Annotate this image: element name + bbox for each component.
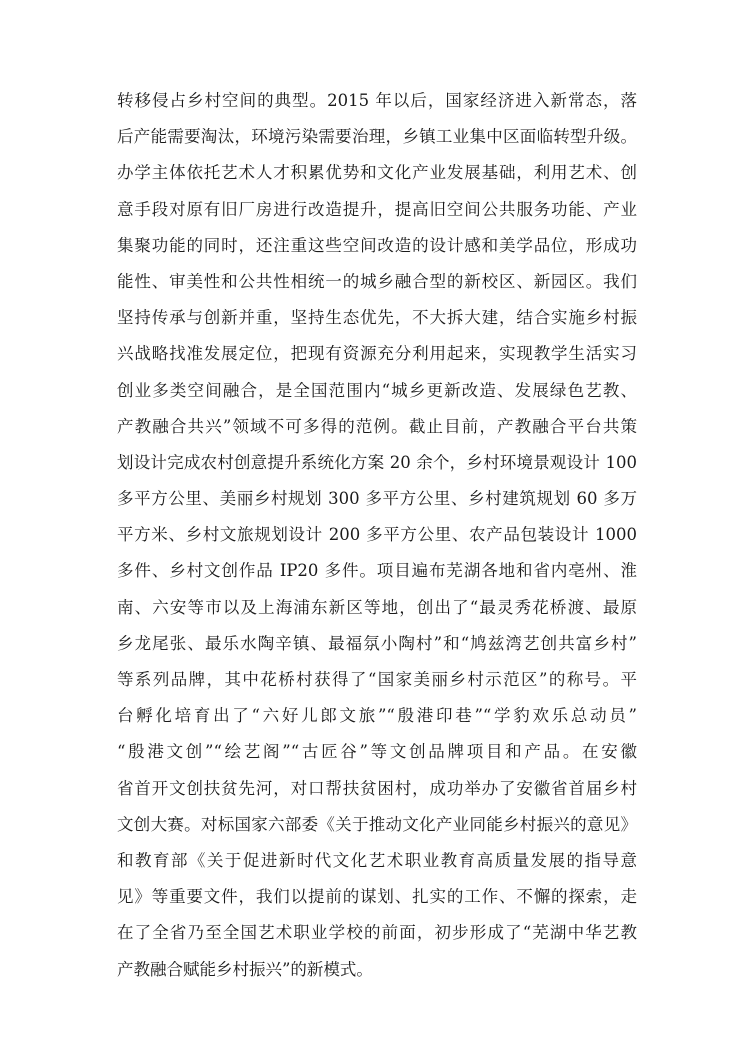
text-line: “殷港文创”“绘艺阁”“古匠谷”等文创品牌项目和产品。在安徽 bbox=[117, 742, 637, 762]
text-line: 转移侵占乡村空间的典型。2015 年以后，国家经济进入新常态，落 bbox=[117, 91, 637, 110]
text-line: 多件、乡村文创作品 IP20 多件。项目遍布芜湖各地和省内亳州、淮 bbox=[117, 561, 637, 581]
text-line: 等系列品牌，其中花桥村获得了“国家美丽乡村示范区”的称号。平 bbox=[117, 670, 637, 689]
text-line: 和教育部《关于促进新时代文化艺术职业教育高质量发展的指导意 bbox=[117, 850, 637, 870]
text-line: 南、六安等市以及上海浦东新区等地，创出了“最灵秀花桥渡、最原 bbox=[117, 597, 637, 617]
text-line: 省首开文创扶贫先河，对口帮扶贫困村，成功举办了安徽省首届乡村 bbox=[117, 778, 637, 798]
text-line: 后产能需要淘汰，环境污染需要治理，乡镇工业集中区面临转型升级。 bbox=[117, 127, 637, 147]
text-line: 产教融合赋能乡村振兴”的新模式。 bbox=[117, 959, 373, 979]
text-line: 文创大赛。对标国家六部委《关于推动文化产业同能乡村振兴的意见》 bbox=[117, 814, 637, 834]
text-line: 办学主体依托艺术人才积累优势和文化产业发展基础，利用艺术、创 bbox=[117, 163, 637, 183]
text-line: 见》等重要文件，我们以提前的谋划、扎实的工作、不懈的探索，走 bbox=[117, 887, 637, 907]
text-line: 划设计完成农村创意提升系统化方案 20 余个，乡村环境景观设计 100 bbox=[117, 452, 637, 472]
text-line: 产教融合共兴”领域不可多得的范例。截止目前，产教融合平台共策 bbox=[117, 416, 637, 436]
text-line: 能性、审美性和公共性相统一的城乡融合型的新校区、新园区。我们 bbox=[117, 271, 637, 291]
text-line: 平方米、乡村文旅规划设计 200 多平方公里、农产品包装设计 1000 bbox=[117, 525, 637, 545]
text-line: 坚持传承与创新并重，坚持生态优先，不大拆大建，结合实施乡村振 bbox=[117, 308, 637, 328]
text-line: 集聚功能的同时，还注重这些空间改造的设计感和美学品位，形成功 bbox=[117, 235, 637, 255]
text-line: 台孵化培育出了“六好儿郎文旅”“殷港印巷”“学豹欢乐总动员” bbox=[117, 706, 637, 726]
text-line: 乡龙尾张、最乐水陶辛镇、最福氛小陶村”和“鸠兹湾艺创共富乡村” bbox=[117, 633, 637, 653]
text-line: 多平方公里、美丽乡村规划 300 多平方公里、乡村建筑规划 60 多万 bbox=[117, 489, 637, 509]
text-line: 意手段对原有旧厂房进行改造提升，提高旧空间公共服务功能、产业 bbox=[117, 199, 637, 219]
text-line: 兴战略找准发展定位，把现有资源充分利用起来，实现教学生活实习 bbox=[117, 344, 637, 364]
body-paragraph bbox=[117, 83, 637, 988]
text-line: 创业多类空间融合，是全国范围内“城乡更新改造、发展绿色艺教、 bbox=[117, 380, 637, 400]
text-line: 在了全省乃至全国艺术职业学校的前面，初步形成了“芜湖中华艺教 bbox=[117, 923, 637, 943]
